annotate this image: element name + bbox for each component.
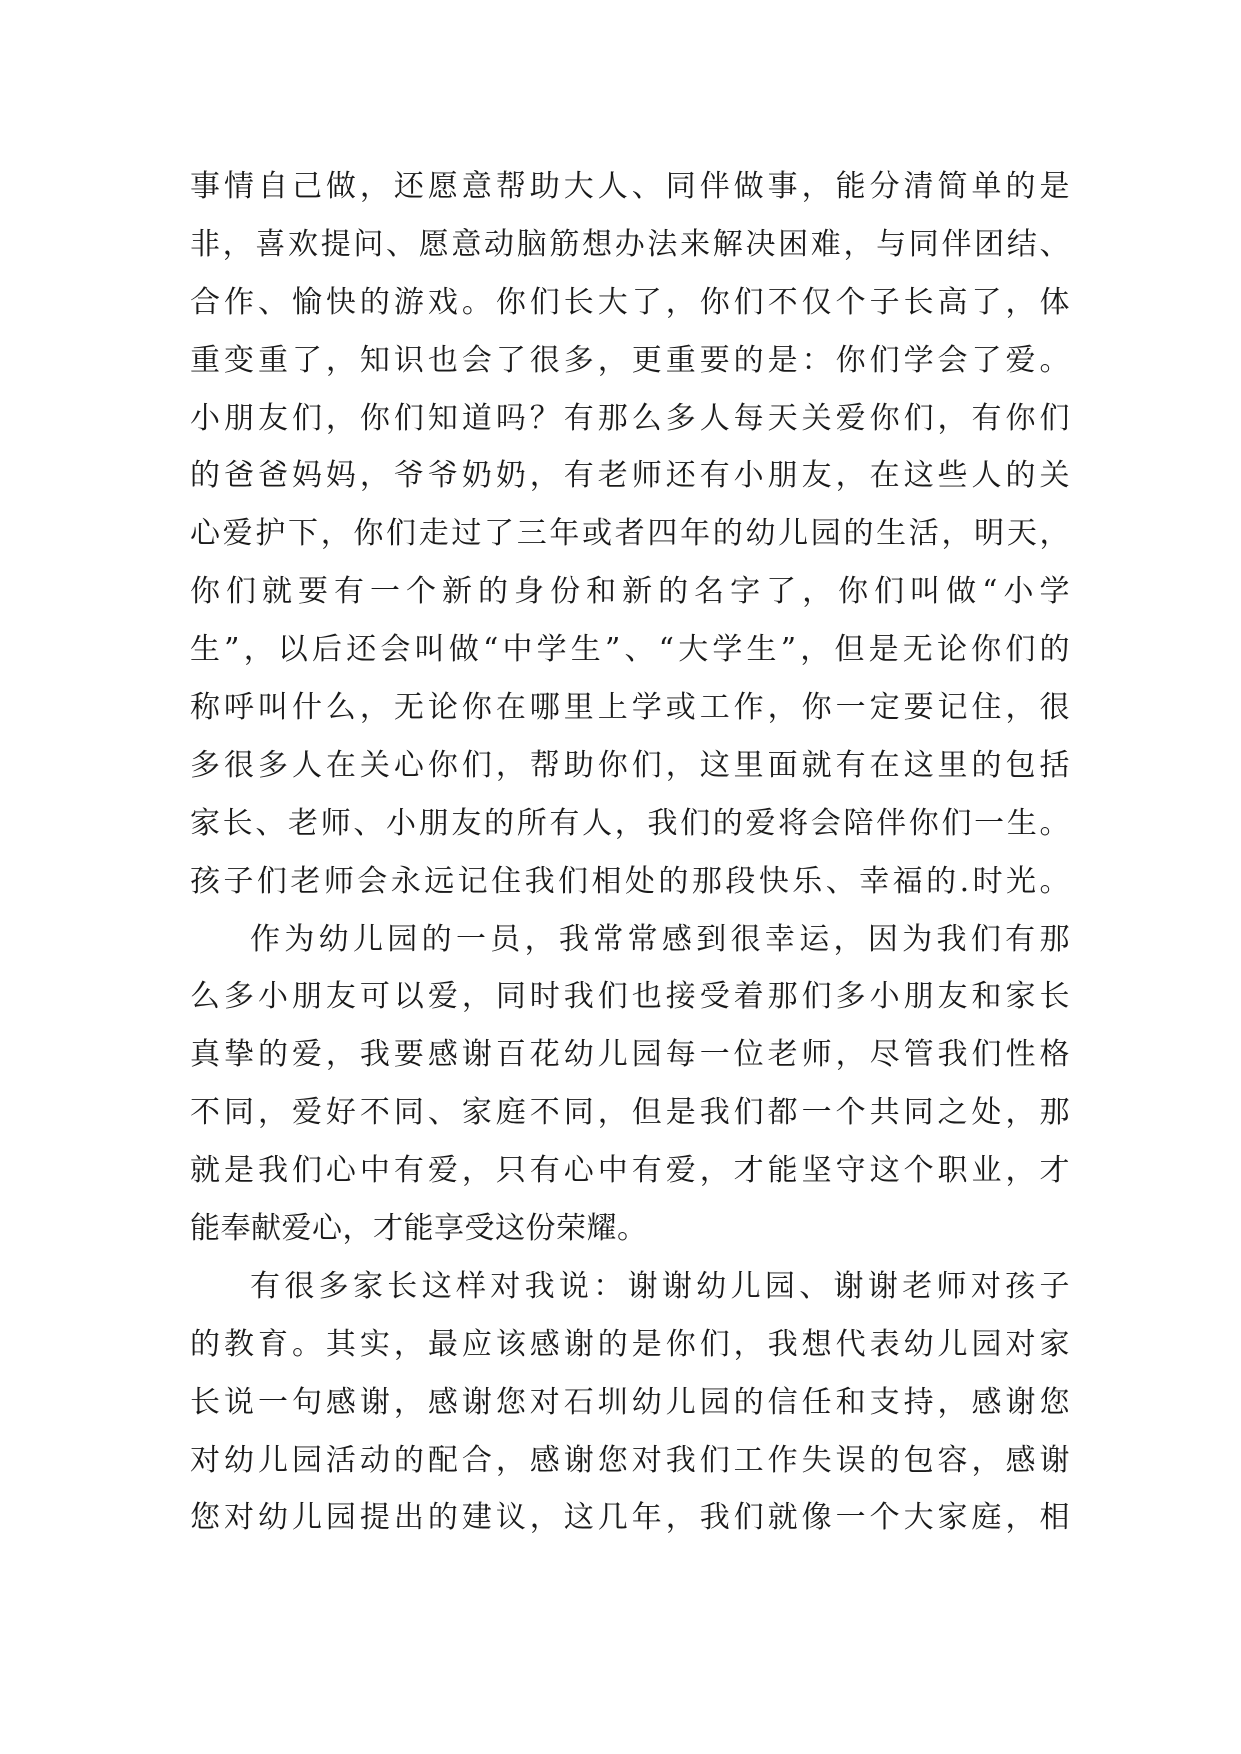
paragraph-start-line: 有很多家长这样对我说：谢谢幼儿园、谢谢老师对孩子 [250,1268,1070,1304]
body-text [190,158,1070,1547]
paragraph-start-line: 作为幼儿园的一员，我常常感到很幸运，因为我们有那 [250,921,1070,957]
text-line: 心爱护下，你们走过了三年或者四年的幼儿园的生活，明天， [190,516,1070,552]
text-line: 的爸爸妈妈，爷爷奶奶，有老师还有小朋友，在这些人的关 [190,458,1070,494]
text-line: 不同，爱好不同、家庭不同，但是我们都一个共同之处，那 [190,1095,1070,1131]
text-line: 重变重了，知识也会了很多，更重要的是：你们学会了爱。 [190,342,1070,378]
text-line: 对幼儿园活动的配合，感谢您对我们工作失误的包容，感谢 [190,1442,1070,1478]
text-line: 您对幼儿园提出的建议，这几年，我们就像一个大家庭，相 [190,1500,1070,1536]
text-line: 称呼叫什么，无论你在哪里上学或工作，你一定要记住，很 [190,690,1070,726]
text-line: 你们就要有一个新的身份和新的名字了，你们叫做“小学 [190,574,1070,610]
text-line: 长说一句感谢，感谢您对石圳幼儿园的信任和支持，感谢您 [190,1384,1070,1420]
text-line: 就是我们心中有爱，只有心中有爱，才能坚守这个职业，才 [190,1153,1070,1189]
text-line: 家长、老师、小朋友的所有人，我们的爱将会陪伴你们一生。 [190,805,1070,841]
text-line: 事情自己做，还愿意帮助大人、同伴做事，能分清简单的是 [190,169,1070,204]
text-line: 生”，以后还会叫做“中学生”、“大学生”，但是无论你们的 [190,632,1070,668]
text-line: 么多小朋友可以爱，同时我们也接受着那们多小朋友和家长 [190,979,1070,1015]
text-line: 多很多人在关心你们，帮助你们，这里面就有在这里的包括 [190,747,1070,783]
paragraph-end-line: 能奉献爱心，才能享受这份荣耀。 [190,1211,648,1247]
text-line: 真挚的爱，我要感谢百花幼儿园每一位老师，尽管我们性格 [190,1037,1070,1073]
text-line: 非，喜欢提问、愿意动脑筋想办法来解决困难，与同伴团结、 [190,226,1070,262]
text-line: 小朋友们，你们知道吗？有那么多人每天关爱你们，有你们 [190,400,1070,436]
text-line: 合作、愉快的游戏。你们长大了，你们不仅个子长高了，体 [190,284,1070,320]
text-line: 的教育。其实，最应该感谢的是你们，我想代表幼儿园对家 [190,1326,1070,1362]
text-line: 孩子们老师会永远记住我们相处的那段快乐、幸福的.时光。 [190,863,1070,899]
